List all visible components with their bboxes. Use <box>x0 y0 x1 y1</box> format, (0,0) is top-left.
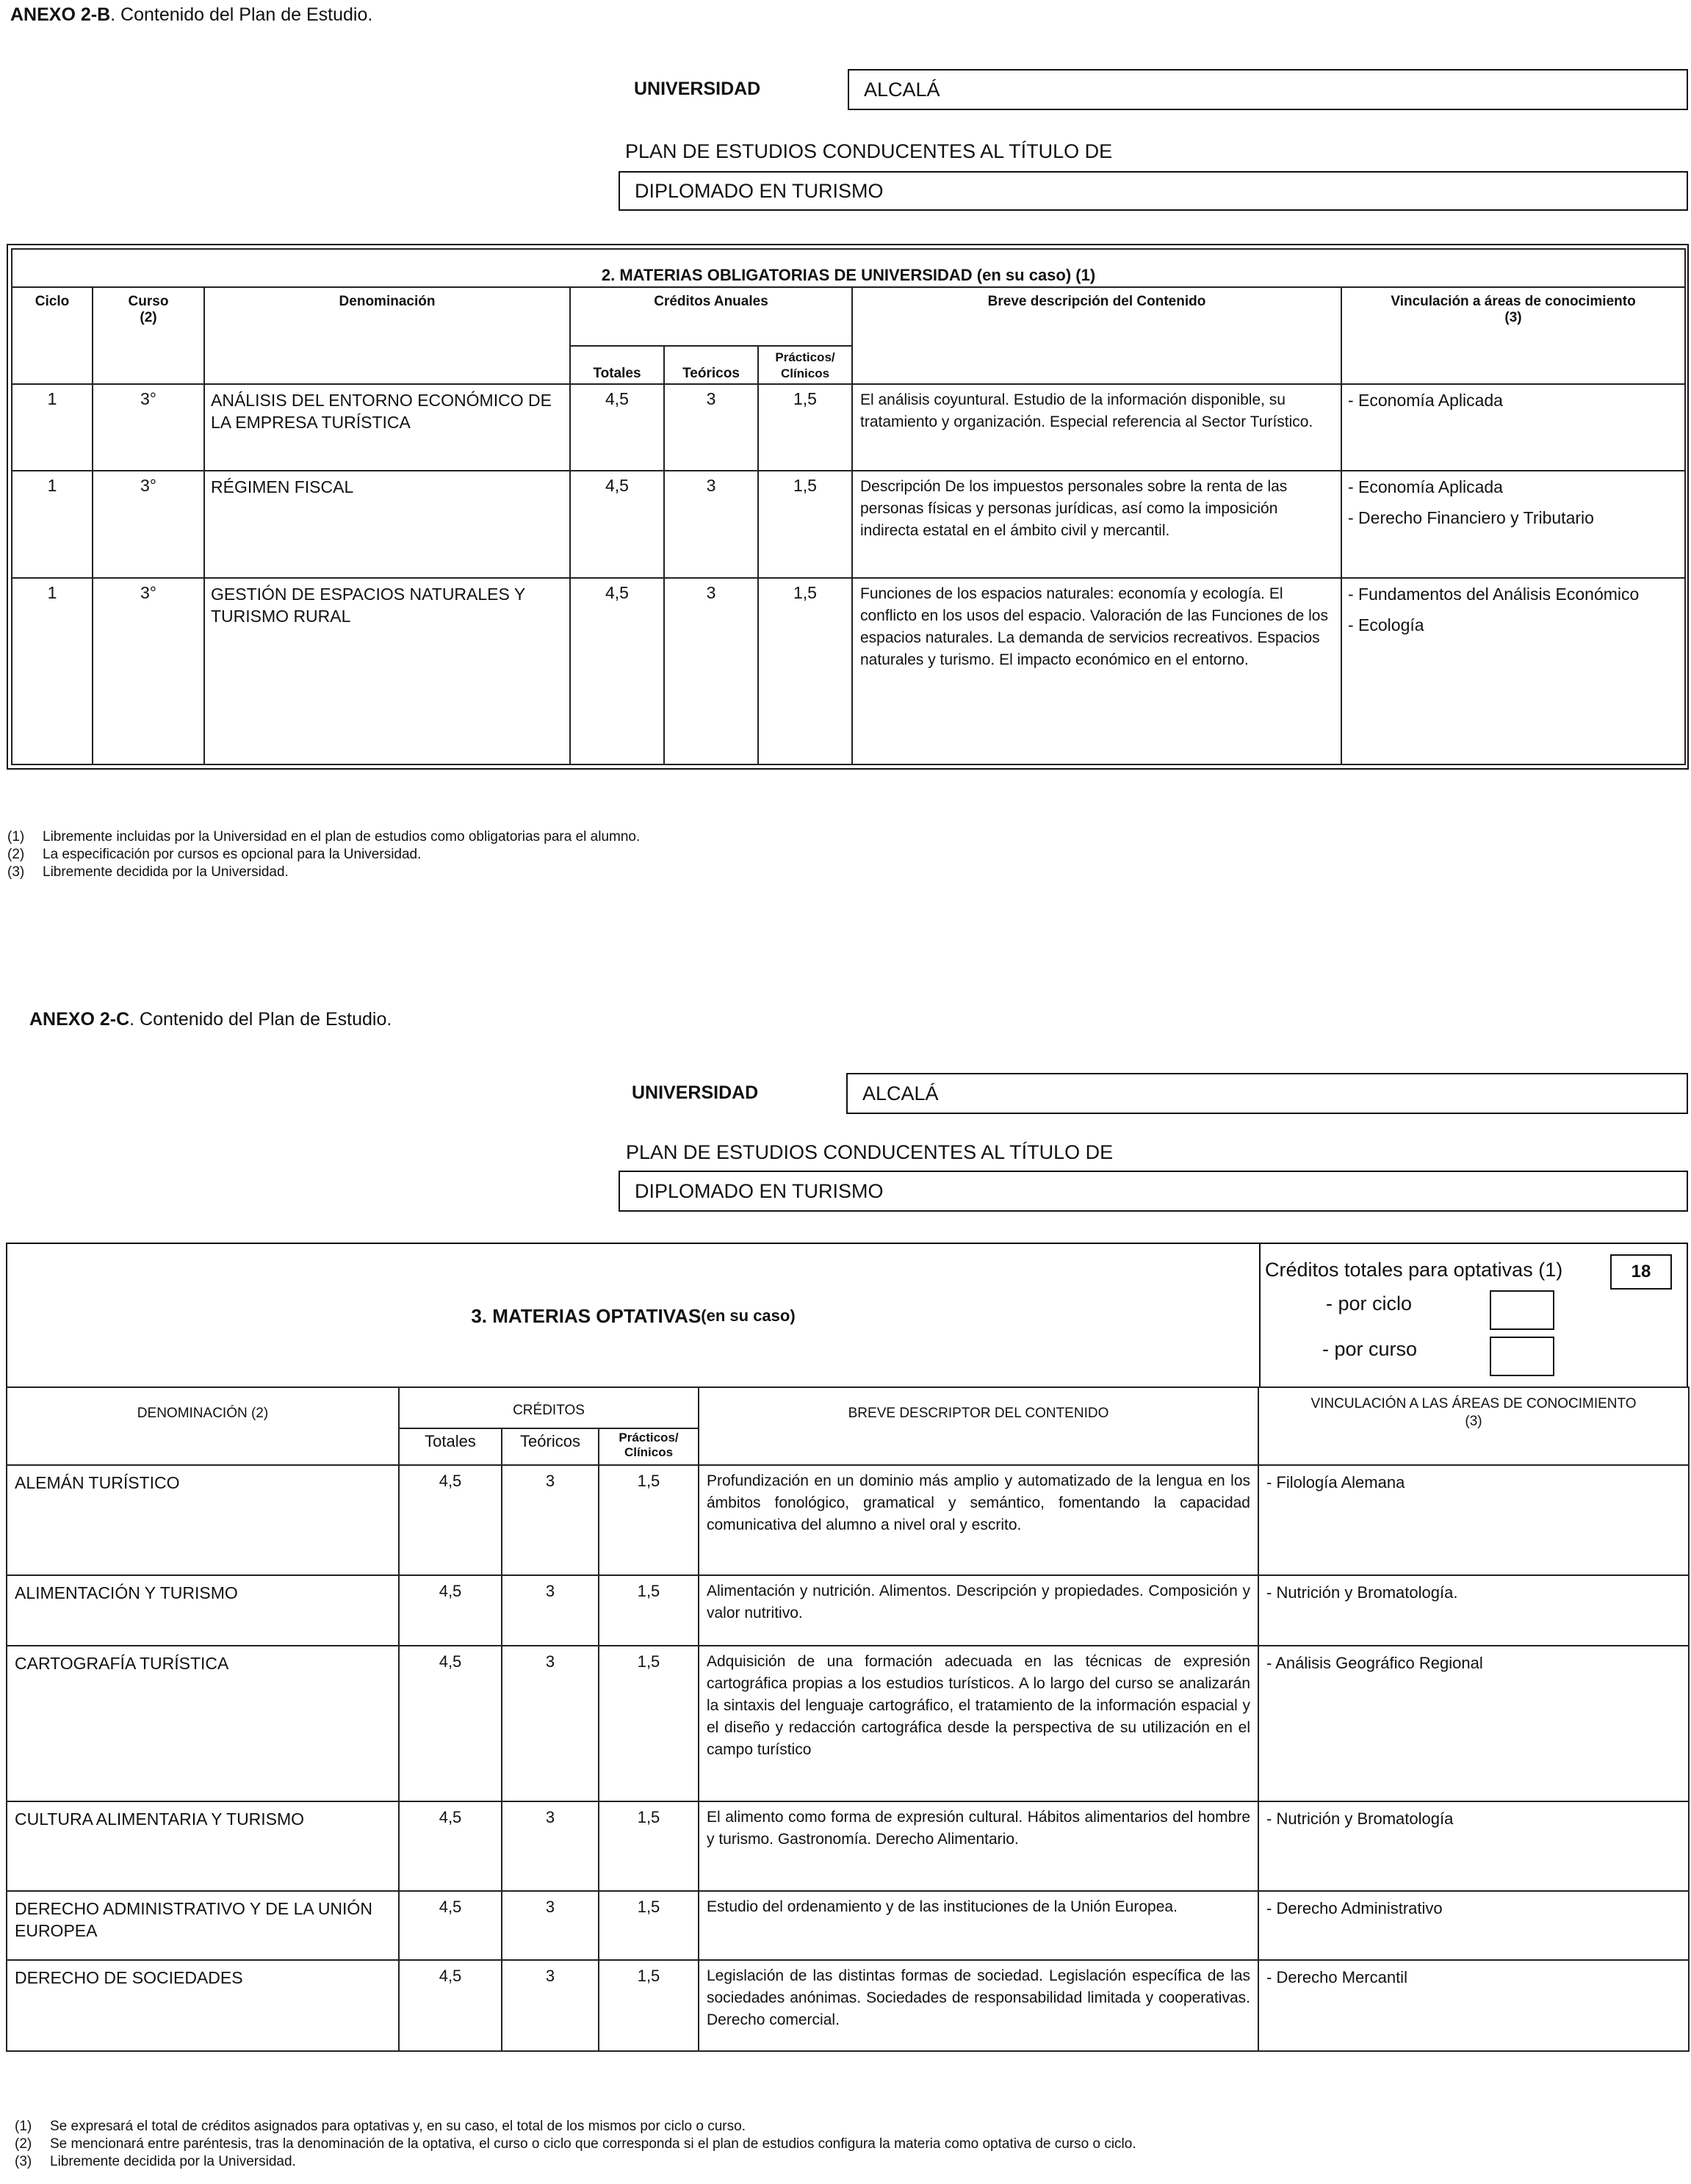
row-descriptor: Estudio del ordenamiento y de las instituciones de la Unión Europea. <box>699 1891 1258 1960</box>
header-teoricos: Teóricos <box>664 346 758 384</box>
row-practicos: 1,5 <box>758 578 852 764</box>
row-area: - Derecho Mercantil <box>1258 1960 1689 2051</box>
row-curso: 3° <box>93 384 204 471</box>
row-areas <box>1341 578 1685 764</box>
row-ciclo: 1 <box>12 578 93 764</box>
table-row <box>7 1465 1689 1575</box>
footnote-text: Se mencionará entre paréntesis, tras la denominación de la optativa, el curso o ciclo que corresponda si el plan de estudios configura la materia como optativa de curso o ciclo. <box>50 2136 1136 2152</box>
row-denominacion: DERECHO DE SOCIEDADES <box>7 1960 399 2051</box>
row-totales: 4,5 <box>399 1465 502 1575</box>
row-teoricos: 3 <box>502 1801 599 1891</box>
annex-c-title-text: . Contenido del Plan de Estudio. <box>129 1009 392 1030</box>
footnote-text: La especificación por cursos es opcional para la Universidad. <box>43 847 422 862</box>
annex-c-plan-field: DIPLOMADO EN TURISMO <box>619 1171 1688 1212</box>
header-totales: Totales <box>399 1428 502 1465</box>
annex-b-plan-label: PLAN DE ESTUDIOS CONDUCENTES AL TÍTULO DE <box>625 140 1113 162</box>
area-item: - Economía Aplicada <box>1348 477 1503 496</box>
row-totales: 4,5 <box>399 1891 502 1960</box>
row-teoricos: 3 <box>502 1960 599 2051</box>
annex-b-university-label: UNIVERSIDAD <box>634 79 761 99</box>
annex-c-title-code: ANEXO 2-C <box>29 1009 130 1030</box>
row-teoricos: 3 <box>502 1646 599 1801</box>
row-area: - Filología Alemana <box>1258 1465 1689 1575</box>
annex-c-table-title <box>7 1244 1259 1388</box>
por-curso-field <box>1490 1337 1554 1376</box>
creditos-totales-value: 18 <box>1610 1254 1672 1290</box>
header-curso <box>93 287 204 384</box>
footnote-number: (2) <box>15 2136 32 2152</box>
row-descripcion: Funciones de los espacios naturales: economía y ecología. El conflicto en los usos del espacio. Valoración de las Funciones de los espacios naturales. La demanda de servicios recreativos. Espacios naturales y turismo. El impacto económico en el entorno. <box>852 578 1341 764</box>
row-areas <box>1341 471 1685 578</box>
annex-c-header-divider <box>1259 1244 1261 1388</box>
header-vinculacion <box>1341 287 1685 384</box>
area-item: - Ecología <box>1348 615 1424 634</box>
header-creditos: CRÉDITOS <box>399 1387 699 1428</box>
footnote <box>15 2136 1136 2153</box>
header-teoricos: Teóricos <box>502 1428 599 1465</box>
row-practicos: 1,5 <box>599 1465 699 1575</box>
annex-b-table-title: 2. MATERIAS OBLIGATORIAS DE UNIVERSIDAD (en su caso) (1) <box>12 249 1685 287</box>
table-row <box>12 384 1685 471</box>
row-denominacion: GESTIÓN DE ESPACIOS NATURALES Y TURISMO RURAL <box>204 578 570 764</box>
area-item: - Derecho Financiero y Tributario <box>1348 508 1594 527</box>
annex-c-header-block <box>6 1243 1688 1388</box>
area-item: - Economía Aplicada <box>1348 391 1503 410</box>
header-vinculacion-note: (3) <box>1504 310 1522 325</box>
row-denominacion: CULTURA ALIMENTARIA Y TURISMO <box>7 1801 399 1891</box>
header-denominacion: Denominación <box>204 287 570 384</box>
row-descripcion: Descripción De los impuestos personales sobre la renta de las personas físicas y personas jurídicas, así como la imposición indirecta estatal en el ámbito civil y mercantil. <box>852 471 1341 578</box>
footnote-number: (2) <box>7 847 25 862</box>
row-practicos: 1,5 <box>599 1891 699 1960</box>
row-area: - Análisis Geográfico Regional <box>1258 1646 1689 1801</box>
row-totales: 4,5 <box>570 578 664 764</box>
footnote-number: (3) <box>15 2154 32 2169</box>
row-totales: 4,5 <box>399 1960 502 2051</box>
row-practicos: 1,5 <box>599 1646 699 1801</box>
table-row <box>7 1891 1689 1960</box>
annex-c-university-field: ALCALÁ <box>846 1073 1688 1114</box>
table-row <box>12 471 1685 578</box>
annex-b-title-code: ANEXO 2-B <box>10 4 111 25</box>
table-row <box>12 578 1685 764</box>
row-area: - Nutrición y Bromatología <box>1258 1801 1689 1891</box>
row-teoricos: 3 <box>502 1575 599 1646</box>
header-totales: Totales <box>570 346 664 384</box>
annex-b-title <box>10 4 372 26</box>
row-teoricos: 3 <box>664 578 758 764</box>
footnote <box>7 864 640 881</box>
annex-c-table-title-main: 3. MATERIAS OPTATIVAS <box>471 1304 702 1327</box>
row-totales: 4,5 <box>570 384 664 471</box>
row-teoricos: 3 <box>664 471 758 578</box>
row-practicos: 1,5 <box>599 1801 699 1891</box>
row-curso: 3° <box>93 471 204 578</box>
row-denominacion: DERECHO ADMINISTRATIVO Y DE LA UNIÓN EUROPEA <box>7 1891 399 1960</box>
annex-c-plan-label: PLAN DE ESTUDIOS CONDUCENTES AL TÍTULO DE <box>626 1141 1114 1163</box>
row-teoricos: 3 <box>502 1465 599 1575</box>
por-ciclo-label: - por ciclo <box>1326 1292 1413 1315</box>
row-ciclo: 1 <box>12 384 93 471</box>
annex-c-table-title-suffix: (en su caso) <box>701 1306 796 1325</box>
header-curso-label: Curso <box>128 294 169 309</box>
row-denominacion: ALIMENTACIÓN Y TURISMO <box>7 1575 399 1646</box>
header-vinculacion-label: Vinculación a áreas de conocimiento <box>1391 294 1636 309</box>
annex-c-university-label: UNIVERSIDAD <box>632 1082 759 1103</box>
row-ciclo: 1 <box>12 471 93 578</box>
row-denominacion: ALEMÁN TURÍSTICO <box>7 1465 399 1575</box>
row-descriptor: Profundización en un dominio más amplio y automatizado de la lengua en los ámbitos fonológico, gramatical y semántico, fomentando la capacidad comunicativa del alumno a nivel oral y escrito. <box>699 1465 1258 1575</box>
row-totales: 4,5 <box>399 1575 502 1646</box>
footnote-text: Se expresará el total de créditos asignados para optativas y, en su caso, el total de los mismos por ciclo o curso. <box>50 2119 746 2134</box>
footnote-number: (1) <box>15 2119 32 2134</box>
table-row <box>7 1960 1689 2051</box>
annex-c-footnotes <box>15 2118 1136 2171</box>
annex-b-plan-field: DIPLOMADO EN TURISMO <box>619 171 1688 211</box>
table-row <box>7 1575 1689 1646</box>
footnote <box>7 846 640 864</box>
por-curso-label: - por curso <box>1322 1338 1418 1360</box>
footnote <box>7 828 640 846</box>
annex-b-university-field: ALCALÁ <box>848 69 1688 110</box>
annex-b-footnotes <box>7 828 640 881</box>
row-totales: 4,5 <box>399 1801 502 1891</box>
row-descriptor: Legislación de las distintas formas de sociedad. Legislación específica de las sociedades anónimas. Sociedades de responsabilidad limitada y cooperativas. Derecho comercial. <box>699 1960 1258 2051</box>
area-item: - Fundamentos del Análisis Económico <box>1348 585 1640 604</box>
row-practicos: 1,5 <box>758 384 852 471</box>
header-descripcion: Breve descripción del Contenido <box>852 287 1341 384</box>
annex-b-table <box>11 248 1686 765</box>
row-curso: 3° <box>93 578 204 764</box>
footnote <box>15 2118 1136 2136</box>
annex-c-table <box>6 1386 1690 2052</box>
header-practicos: Prácticos/ Clínicos <box>599 1428 699 1465</box>
row-denominacion: RÉGIMEN FISCAL <box>204 471 570 578</box>
footnote-text: Libremente decidida por la Universidad. <box>43 864 289 880</box>
header-ciclo: Ciclo <box>12 287 93 384</box>
header-curso-note: (2) <box>140 310 157 325</box>
row-totales: 4,5 <box>399 1646 502 1801</box>
row-denominacion: CARTOGRAFÍA TURÍSTICA <box>7 1646 399 1801</box>
table-row <box>7 1801 1689 1891</box>
header-vinculacion-note: (3) <box>1465 1414 1482 1429</box>
header-descriptor: BREVE DESCRIPTOR DEL CONTENIDO <box>699 1387 1258 1465</box>
header-creditos-anuales: Créditos Anuales <box>570 287 852 346</box>
row-totales: 4,5 <box>570 471 664 578</box>
annex-b-title-text: . Contenido del Plan de Estudio. <box>110 4 373 25</box>
row-descriptor: Adquisición de una formación adecuada en las técnicas de expresión cartográfica propias a los estudios turísticos. A lo largo del curso se analizarán la sintaxis del lenguaje cartográfico, el tratamiento de la información espacial y el diseño y redacción cartográfica desde la perspectiva de su utilización en el campo turístico <box>699 1646 1258 1801</box>
annex-b-table-frame <box>7 244 1689 770</box>
row-practicos: 1,5 <box>599 1960 699 2051</box>
row-descriptor: El alimento como forma de expresión cultural. Hábitos alimentarios del hombre y turismo. Gastronomía. Derecho Alimentario. <box>699 1801 1258 1891</box>
row-area: - Nutrición y Bromatología. <box>1258 1575 1689 1646</box>
row-teoricos: 3 <box>502 1891 599 1960</box>
header-practicos: Prácticos/ Clínicos <box>758 346 852 384</box>
row-descriptor: Alimentación y nutrición. Alimentos. Descripción y propiedades. Composición y valor nutritivo. <box>699 1575 1258 1646</box>
row-descripcion: El análisis coyuntural. Estudio de la información disponible, su tratamiento y organización. Especial referencia al Sector Turístico. <box>852 384 1341 471</box>
footnote-number: (3) <box>7 864 25 880</box>
row-practicos: 1,5 <box>599 1575 699 1646</box>
footnote-text: Libremente incluidas por la Universidad en el plan de estudios como obligatorias para el alumno. <box>43 829 641 845</box>
header-vinculacion-label: VINCULACIÓN A LAS ÁREAS DE CONOCIMIENTO <box>1310 1396 1637 1411</box>
header-denominacion: DENOMINACIÓN (2) <box>7 1387 399 1465</box>
footnote <box>15 2153 1136 2171</box>
row-area: - Derecho Administrativo <box>1258 1891 1689 1960</box>
footnote-number: (1) <box>7 829 25 845</box>
creditos-totales-label: Créditos totales para optativas (1) <box>1265 1259 1563 1281</box>
por-ciclo-field <box>1490 1290 1554 1330</box>
table-row <box>7 1646 1689 1801</box>
row-practicos: 1,5 <box>758 471 852 578</box>
annex-c-title <box>29 1009 392 1030</box>
row-areas <box>1341 384 1685 471</box>
header-vinculacion <box>1258 1387 1689 1465</box>
footnote-text: Libremente decidida por la Universidad. <box>50 2154 296 2169</box>
row-denominacion: ANÁLISIS DEL ENTORNO ECONÓMICO DE LA EMPRESA TURÍSTICA <box>204 384 570 471</box>
row-teoricos: 3 <box>664 384 758 471</box>
